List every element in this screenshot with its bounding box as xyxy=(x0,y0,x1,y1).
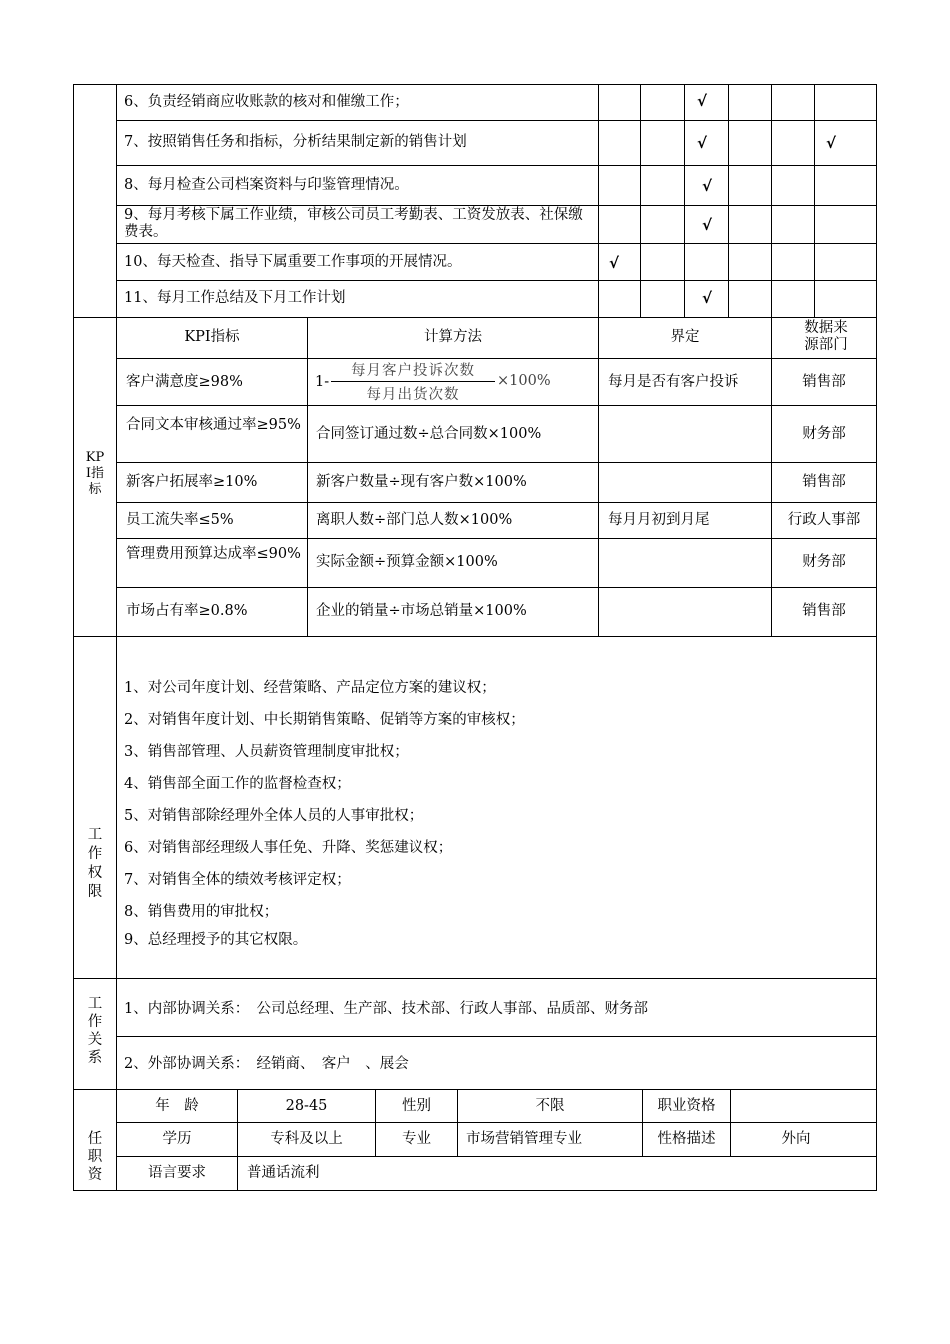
authority-item: 9、总经理授予的其它权限。 xyxy=(124,932,308,948)
fraction-numerator: 每月客户投诉次数 xyxy=(351,363,475,379)
duty-item-9: 9、每月考核下属工作业绩，审核公司员工考勤表、工资发放表、社保缴费表。 xyxy=(124,207,583,240)
check-mark-icon: √ xyxy=(702,177,713,195)
language-label: 语言要求 xyxy=(148,1165,206,1181)
kpi-source: 销售部 xyxy=(802,374,846,390)
kpi-source: 销售部 xyxy=(802,474,846,490)
edu-value: 专科及以上 xyxy=(270,1131,343,1147)
duty-item-7: 7、按照销售任务和指标，分析结果制定新的销售计划 xyxy=(124,134,467,150)
kpi-method: 合同签订通过数÷总合同数×100% xyxy=(316,426,542,442)
duty-item-8: 8、每月检查公司档案资料与印鉴管理情况。 xyxy=(124,177,409,193)
kpi-method: 企业的销量÷市场总销量×100% xyxy=(316,603,527,619)
kpi-section-label: KPI指标 xyxy=(85,450,105,497)
authority-item: 4、销售部全面工作的监督检查权； xyxy=(124,776,351,792)
kpi-indicator: 管理费用预算达成率≤90% xyxy=(126,546,301,562)
external-relations: 2、外部协调关系： 经销商、 客户 、展会 xyxy=(124,1056,409,1072)
kpi-source: 行政人事部 xyxy=(787,512,861,528)
authority-item: 7、对销售全体的绩效考核评定权； xyxy=(124,872,351,888)
relations-section-label: 工作关系 xyxy=(87,996,103,1066)
kpi-method: 新客户数量÷现有客户数×100% xyxy=(316,474,527,490)
personality-value: 外向 xyxy=(781,1131,811,1147)
gender-value: 不限 xyxy=(535,1098,565,1114)
gender-label: 性别 xyxy=(402,1098,431,1114)
age-value: 28-45 xyxy=(285,1098,328,1114)
kpi-header-indicator: KPI指标 xyxy=(184,329,240,345)
duty-item-10: 10、每天检查、指导下属重要工作事项的开展情况。 xyxy=(124,254,462,270)
kpi-indicator: 客户满意度≥98% xyxy=(126,374,243,390)
kpi-indicator: 员工流失率≤5% xyxy=(126,512,234,528)
check-mark-icon: √ xyxy=(609,254,620,272)
kpi-header-define: 界定 xyxy=(670,329,700,345)
kpi-indicator: 新客户拓展率≥10% xyxy=(126,474,258,490)
cert-label: 职业资格 xyxy=(657,1098,716,1114)
edu-label: 学历 xyxy=(162,1131,192,1147)
fraction-bar xyxy=(331,381,495,382)
fraction-denominator: 每月出货次数 xyxy=(366,387,460,403)
qualification-section-label: 任职资 xyxy=(87,1131,103,1183)
major-label: 专业 xyxy=(402,1131,431,1147)
authority-item: 5、对销售部除经理外全体人员的人事审批权； xyxy=(124,808,424,824)
check-mark-icon: √ xyxy=(702,289,713,307)
check-mark-icon: √ xyxy=(697,134,708,152)
authority-item: 8、销售费用的审批权； xyxy=(124,904,279,920)
check-mark-icon: √ xyxy=(826,134,837,152)
personality-label: 性格描述 xyxy=(657,1131,716,1147)
duty-item-6: 6、负责经销商应收账款的核对和催缴工作； xyxy=(124,94,409,110)
language-value: 普通话流利 xyxy=(247,1165,320,1181)
kpi-source: 销售部 xyxy=(802,603,846,619)
authority-item: 1、对公司年度计划、经营策略、产品定位方案的建议权； xyxy=(124,680,496,696)
kpi-method-prefix: 1- xyxy=(315,374,330,390)
age-label: 年 龄 xyxy=(155,1098,199,1114)
kpi-method-suffix: ×100% xyxy=(497,373,551,389)
kpi-method-fraction xyxy=(331,359,495,404)
authority-item: 3、销售部管理、人员薪资管理制度审批权； xyxy=(124,744,409,760)
kpi-define: 每月是否有客户投诉 xyxy=(608,374,739,390)
kpi-indicator: 合同文本审核通过率≥95% xyxy=(126,417,301,433)
kpi-indicator: 市场占有率≥0.8% xyxy=(126,603,248,619)
major-value: 市场营销管理专业 xyxy=(466,1131,582,1147)
kpi-source: 财务部 xyxy=(802,426,846,442)
authority-item: 6、对销售部经理级人事任免、升降、奖惩建议权； xyxy=(124,840,453,856)
check-mark-icon: √ xyxy=(697,92,708,110)
internal-relations: 1、内部协调关系： 公司总经理、生产部、技术部、行政人事部、品质部、财务部 xyxy=(124,1001,648,1017)
authority-section-label: 工作权限 xyxy=(87,827,103,900)
kpi-define: 每月月初到月尾 xyxy=(608,512,710,528)
check-mark-icon: √ xyxy=(702,216,713,234)
kpi-source: 财务部 xyxy=(802,554,846,570)
duty-item-11: 11、每月工作总结及下月工作计划 xyxy=(124,290,346,306)
kpi-method: 实际金额÷预算金额×100% xyxy=(316,554,498,570)
kpi-header-method: 计算方法 xyxy=(424,329,482,345)
authority-item: 2、对销售年度计划、中长期销售策略、促销等方案的审核权； xyxy=(124,712,525,728)
kpi-method: 离职人数÷部门总人数×100% xyxy=(316,512,513,528)
kpi-header-source: 数据来源部门 xyxy=(804,320,848,353)
